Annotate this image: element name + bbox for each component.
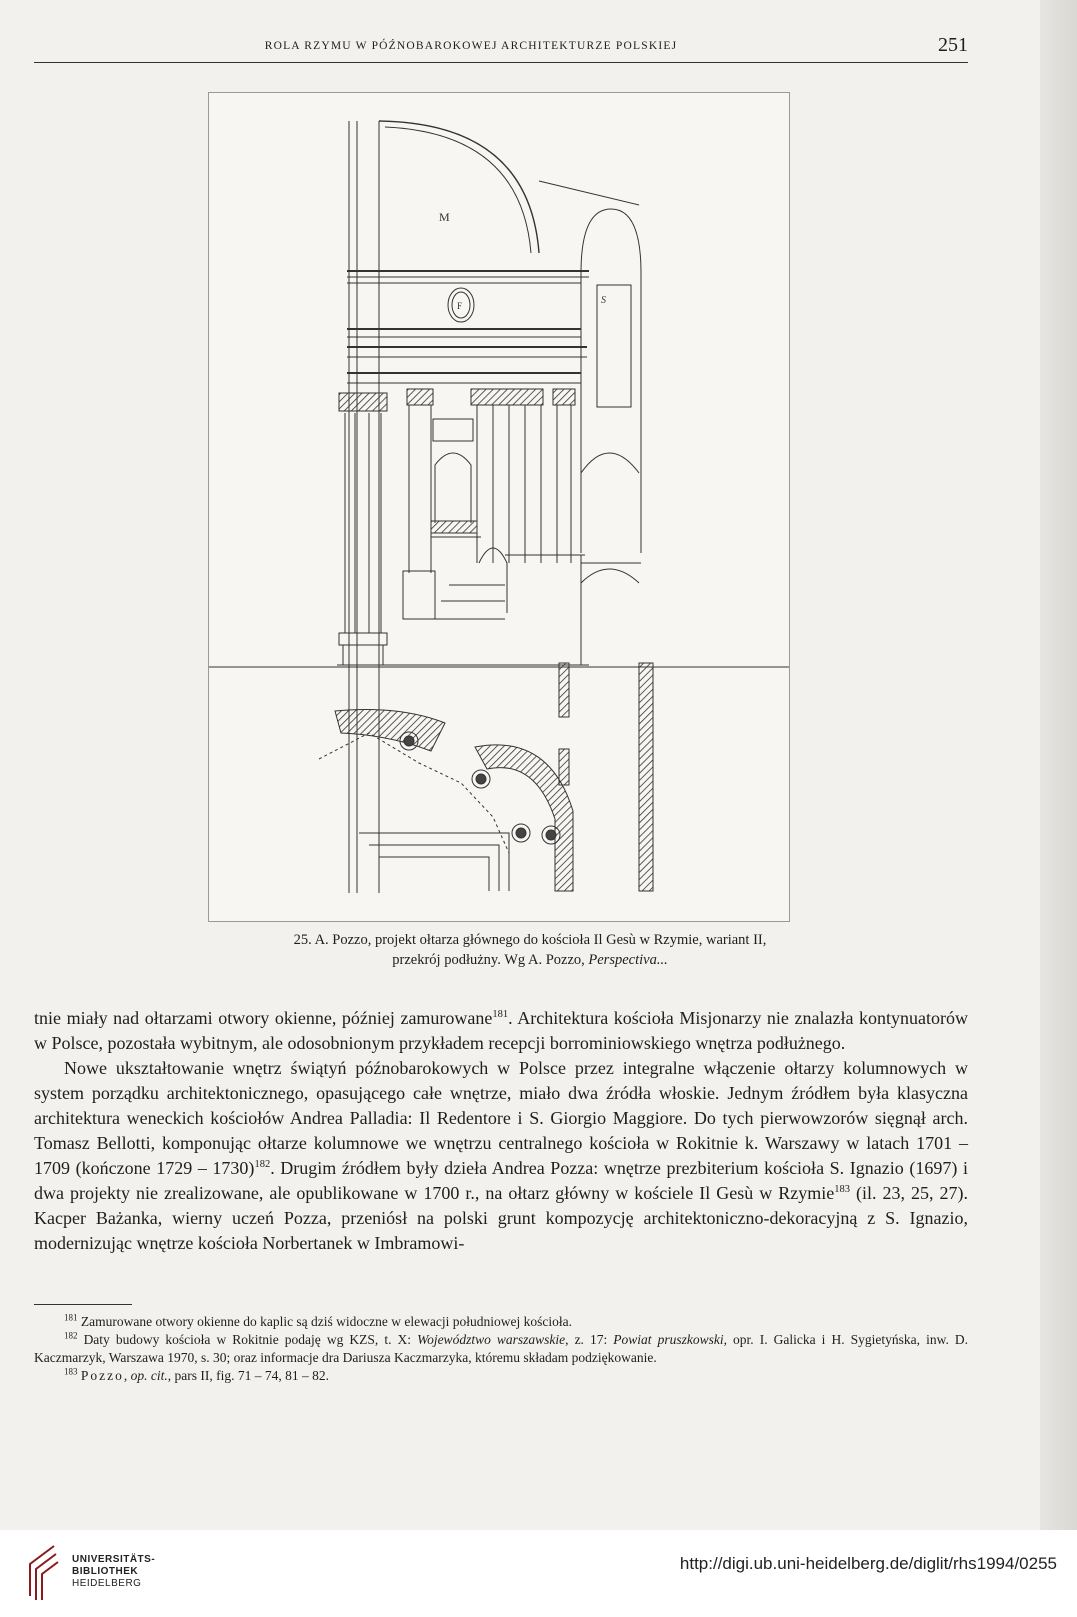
figure-label-f: F (457, 301, 463, 311)
footnote-text: , pars II, fig. 71 – 74, 81 – 82. (167, 1368, 329, 1383)
figure-label-m: M (439, 210, 450, 224)
footnote-183 (34, 1367, 968, 1385)
library-name (72, 1554, 155, 1590)
library-logo-icon (26, 1544, 60, 1602)
footnote-italic: Województwo warszawskie (417, 1332, 566, 1347)
page-edge-shadow (1040, 0, 1077, 1530)
figure-label-s: S (601, 295, 606, 306)
footnote-number: 183 (64, 1366, 78, 1377)
paragraph-1-text-b: . Architektura kościoła Misjonarzy nie znalazła kontynuatorów w Polsce, pozostała wybitnym, ale odosobnionym przykładem recepcji borrominiowskiego wnętrza podłużnego. (34, 1008, 969, 1053)
paragraph-2-text-c: (il. 23, 25, 27). Kacper Bażanka, wierny uczeń Pozza, przeniósł na polski grunt kompozycję architektoniczno-dekoracyjną z S. Ignazio, modernizując wnętrze kościoła Norbertanek w Imbramowi- (34, 1183, 969, 1253)
footnote-ref-182: 182 (254, 1159, 271, 1170)
footnote-number: 181 (64, 1312, 78, 1323)
footnote-ref-181: 181 (492, 1009, 509, 1020)
caption-title-italic: Perspectiva... (588, 952, 668, 968)
footnote-182 (34, 1331, 968, 1367)
caption-line-2 (150, 950, 910, 970)
library-name-line-1: UNIVERSITÄTS- (72, 1554, 156, 1565)
library-name-line-2: BIBLIOTHEK (72, 1566, 139, 1577)
footnote-rule (34, 1304, 132, 1305)
caption-line-2-text: przekrój podłużny. Wg A. Pozzo, (392, 952, 589, 968)
footnote-181 (34, 1313, 968, 1331)
footnotes (34, 1313, 968, 1385)
footnote-ref-183: 183 (834, 1184, 851, 1195)
footnote-text: Daty budowy kościoła w Rokitnie podaję wg KZS, t. X: (83, 1332, 418, 1347)
footnote-text: , z. 17: (565, 1332, 614, 1347)
footnote-text: Zamurowane otwory okienne do kaplic są dziś widoczne w elewacji południowej kościoła. (80, 1314, 572, 1329)
caption-line-1: 25. A. Pozzo, projekt ołtarza głównego do kościoła Il Gesù w Rzymie, wariant II, (293, 932, 767, 948)
footnote-number: 182 (64, 1330, 78, 1341)
figure-caption (150, 930, 910, 970)
footnote-italic: Powiat pruszkowski (613, 1332, 724, 1347)
paragraph-1-text-a: tnie miały nad ołtarzami otwory okienne, później zamurowane (34, 1008, 493, 1028)
running-title: ROLA RZYMU W PÓŹNOBAROKOWEJ ARCHITEKTURZE POLSKIEJ (264, 40, 678, 52)
footnote-author: Pozzo (80, 1368, 124, 1383)
page-number: 251 (938, 34, 968, 56)
paragraph-1 (34, 1006, 968, 1056)
altar-section-drawing (209, 93, 789, 921)
digital-copy-link[interactable]: http://digi.ub.uni-heidelberg.de/diglit/rhs1994/0255 (679, 1554, 1057, 1573)
paragraph-2 (34, 1056, 968, 1256)
library-name-line-3: HEIDELBERG (72, 1578, 142, 1589)
footnote-text: , opr. I. Galicka i H. Sygietyńska, inw. D. Kaczmarzyk, Warszawa 1970, s. 30; oraz informacje dra Dariusza Kaczmarzyka, któremu składam podziękowanie. (34, 1332, 968, 1365)
paragraph-2-text-b: . Drugim źródłem były dzieła Andrea Pozza: wnętrze prezbiterium kościoła S. Ignazio (1697) i dwa projekty nie zrealizowane, ale opublikowane w 1700 r., na ołtarz główny w kościele Il Gesù w Rzymie (34, 1158, 968, 1203)
paragraph-2-text-a: Nowe ukształtowanie wnętrz świątyń późnobarokowych w Polsce przez integralne włączenie ołtarzy kolumnowych w system porządku architektonicznego, opasującego całe wnętrze, miało dwa źródła włoskie. Jednym źródłem była klasyczna architektura weneckich kościołów Andrea Palladia: Il Redentore i S. Giorgio Maggiore. Do tych pierwowzorów sięgnął arch. Tomasz Bellotti, komponując ołtarze kolumnowe we wnętrzu centralnego kościoła w Rokitnie k. Warszawy w latach 1701 – 1709 (kończone 1729 – 1730) (34, 1058, 968, 1178)
body-text (34, 1006, 968, 1256)
figure-architectural-drawing (208, 92, 790, 922)
digitization-footer (0, 1530, 1077, 1617)
footnote-italic: op. cit. (130, 1368, 168, 1383)
footnote-text: , (123, 1368, 131, 1383)
running-head (34, 34, 968, 63)
